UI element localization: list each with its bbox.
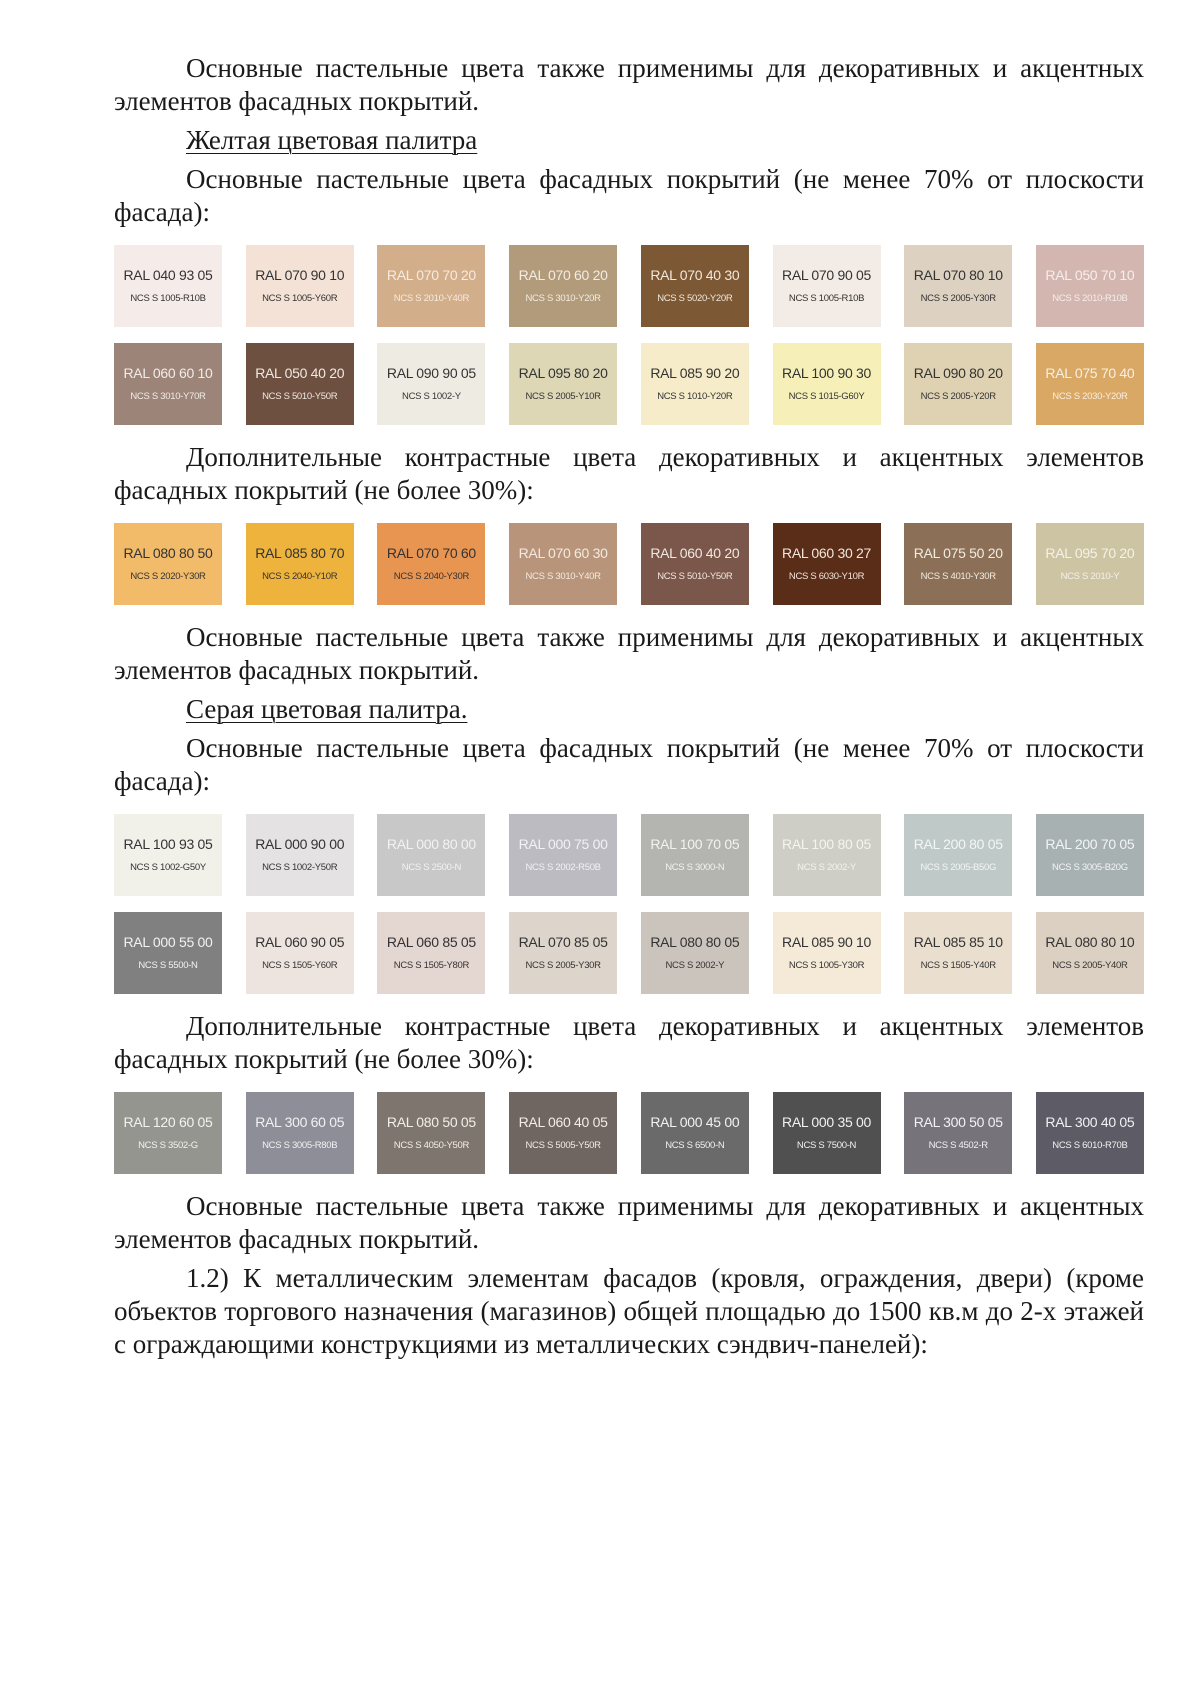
gray-accent-text: Дополнительные контрастные цвета декоративных и акцентных элементов фасадных покрытий (не более 30%): (114, 1011, 1144, 1074)
color-swatch (641, 912, 749, 994)
color-swatch (377, 912, 485, 994)
ral-code: RAL 200 80 05 (913, 836, 1003, 852)
ncs-code: NCS S 2010-R10B (1052, 293, 1128, 304)
ral-code: RAL 000 45 00 (650, 1114, 740, 1130)
ncs-code: NCS S 5020-Y20R (657, 293, 733, 304)
ral-code: RAL 060 40 20 (650, 545, 740, 561)
color-swatch (1036, 814, 1144, 896)
yellow-outro-paragraph: Основные пастельные цвета также применимы для декоративных и акцентных элементов фасадных покрытий. (114, 622, 1144, 685)
ncs-code: NCS S 1010-Y20R (657, 391, 733, 402)
color-swatch (246, 814, 354, 896)
ncs-code: NCS S 2040-Y30R (393, 571, 470, 582)
intro-paragraph: Основные пастельные цвета также применимы для декоративных и акцентных элементов фасадных покрытий. (114, 53, 1144, 116)
ncs-code: NCS S 1505-Y40R (920, 960, 996, 971)
color-swatch (641, 245, 749, 327)
ncs-code: NCS S 3005-R80B (262, 1140, 338, 1151)
ncs-code: NCS S 4502-R (928, 1140, 988, 1151)
color-swatch (114, 523, 222, 605)
ncs-code: NCS S 2002-Y (665, 960, 725, 971)
color-swatch (1036, 343, 1144, 425)
color-swatch (114, 814, 222, 896)
ral-code: RAL 095 80 20 (518, 365, 608, 381)
color-swatch (641, 814, 749, 896)
ncs-code: NCS S 2005-B50G (920, 862, 997, 873)
ncs-code: NCS S 5010-Y50R (657, 571, 733, 582)
ral-code: RAL 070 80 10 (913, 267, 1003, 283)
ncs-code: NCS S 3010-Y40R (525, 571, 601, 582)
ral-code: RAL 000 80 00 (386, 836, 476, 852)
color-swatch (509, 343, 617, 425)
ncs-code: NCS S 1002-Y50R (262, 862, 338, 873)
ral-code: RAL 070 85 05 (518, 934, 608, 950)
color-swatch (246, 343, 354, 425)
ral-code: RAL 200 70 05 (1045, 836, 1135, 852)
ral-code: RAL 100 93 05 (123, 836, 213, 852)
color-swatch (1036, 523, 1144, 605)
ral-code: RAL 070 60 20 (518, 267, 608, 283)
ral-code: RAL 095 70 20 (1045, 545, 1135, 561)
color-swatch (773, 912, 881, 994)
color-swatch (904, 245, 1012, 327)
color-swatch (1036, 245, 1144, 327)
color-swatch (114, 245, 222, 327)
ral-code: RAL 080 80 10 (1045, 934, 1135, 950)
color-swatch (509, 814, 617, 896)
ncs-code: NCS S 3010-Y70R (130, 391, 206, 402)
color-swatch (904, 1092, 1012, 1174)
ral-code: RAL 300 40 05 (1045, 1114, 1135, 1130)
ncs-code: NCS S 2020-Y30R (130, 571, 206, 582)
color-swatch (377, 245, 485, 327)
ral-code: RAL 100 70 05 (650, 836, 740, 852)
ncs-code: NCS S 2040-Y10R (262, 571, 338, 582)
ncs-code: NCS S 6010-R70B (1052, 1140, 1128, 1151)
color-swatch (773, 1092, 881, 1174)
ncs-code: NCS S 1005-Y30R (788, 960, 865, 971)
ncs-code: NCS S 7500-N (796, 1140, 857, 1151)
color-swatch (377, 343, 485, 425)
gray-outro-paragraph: Основные пастельные цвета также применимы для декоративных и акцентных элементов фасадных покрытий. (114, 1191, 1144, 1254)
ncs-code: NCS S 2002-R50B (525, 862, 601, 873)
ncs-code: NCS S 2005-Y30R (920, 293, 996, 304)
ral-code: RAL 060 85 05 (386, 934, 476, 950)
gray-main-text: Основные пастельные цвета фасадных покрытий (не менее 70% от плоскости фасада): (114, 733, 1144, 796)
gray-palette-heading: Серая цветовая палитра. (186, 694, 468, 724)
ral-code: RAL 000 90 00 (255, 836, 345, 852)
ncs-code: NCS S 1015-G60Y (788, 391, 865, 402)
ncs-code: NCS S 4050-Y50R (393, 1140, 470, 1151)
color-swatch (377, 1092, 485, 1174)
ral-code: RAL 000 55 00 (123, 934, 213, 950)
ral-code: RAL 070 70 60 (386, 545, 476, 561)
yellow-main-swatches (114, 245, 1144, 425)
ncs-code: NCS S 2002-Y (797, 862, 856, 873)
yellow-main-text: Основные пастельные цвета фасадных покрытий (не менее 70% от плоскости фасада): (114, 164, 1144, 227)
ral-code: RAL 300 50 05 (913, 1114, 1003, 1130)
ral-code: RAL 090 90 05 (386, 365, 476, 381)
ncs-code: NCS S 1505-Y80R (393, 960, 470, 971)
ncs-code: NCS S 2010-Y40R (393, 293, 470, 304)
color-swatch (904, 343, 1012, 425)
ral-code: RAL 060 30 27 (782, 545, 872, 561)
color-swatch (641, 1092, 749, 1174)
color-swatch (509, 1092, 617, 1174)
ral-code: RAL 070 70 20 (386, 267, 476, 283)
ncs-code: NCS S 1002-Y (402, 391, 461, 402)
ral-code: RAL 060 90 05 (255, 934, 345, 950)
color-swatch (509, 912, 617, 994)
ral-code: RAL 000 35 00 (782, 1114, 872, 1130)
ncs-code: NCS S 1005-R10B (788, 293, 865, 304)
ncs-code: NCS S 3005-B20G (1052, 862, 1128, 873)
ncs-code: NCS S 3502-G (138, 1140, 198, 1151)
gray-main-swatches (114, 814, 1144, 994)
swatch-row (114, 245, 1144, 327)
ral-code: RAL 085 90 20 (650, 365, 740, 381)
ral-code: RAL 060 40 05 (518, 1114, 608, 1130)
ncs-code: NCS S 2500-N (401, 862, 462, 873)
ncs-code: NCS S 4010-Y30R (920, 571, 996, 582)
ral-code: RAL 070 40 30 (650, 267, 740, 283)
ral-code: RAL 100 90 30 (782, 365, 872, 381)
ncs-code: NCS S 6030-Y10R (788, 571, 865, 582)
color-swatch (114, 343, 222, 425)
swatch-row (114, 814, 1144, 896)
ncs-code: NCS S 2005-Y30R (525, 960, 601, 971)
ral-code: RAL 070 90 10 (255, 267, 345, 283)
color-swatch (114, 912, 222, 994)
ncs-code: NCS S 2010-Y (1060, 571, 1120, 582)
color-swatch (246, 1092, 354, 1174)
ral-code: RAL 050 40 20 (255, 365, 345, 381)
color-swatch (246, 523, 354, 605)
ral-code: RAL 080 80 50 (123, 545, 213, 561)
ncs-code: NCS S 2005-Y40R (1052, 960, 1128, 971)
color-swatch (641, 523, 749, 605)
color-swatch (509, 245, 617, 327)
ncs-code: NCS S 3010-Y20R (525, 293, 601, 304)
ral-code: RAL 060 60 10 (123, 365, 213, 381)
ral-code: RAL 050 70 10 (1045, 267, 1135, 283)
yellow-accent-swatches (114, 523, 1144, 605)
ral-code: RAL 075 70 40 (1045, 365, 1135, 381)
ral-code: RAL 080 80 05 (650, 934, 740, 950)
color-swatch (1036, 1092, 1144, 1174)
color-swatch (1036, 912, 1144, 994)
swatch-row (114, 523, 1144, 605)
ral-code: RAL 085 80 70 (255, 545, 345, 561)
ncs-code: NCS S 3000-N (665, 862, 725, 873)
ral-code: RAL 075 50 20 (913, 545, 1003, 561)
color-swatch (509, 523, 617, 605)
yellow-accent-text: Дополнительные контрастные цвета декоративных и акцентных элементов фасадных покрытий (не более 30%): (114, 442, 1144, 505)
color-swatch (904, 814, 1012, 896)
ral-code: RAL 120 60 05 (123, 1114, 213, 1130)
ncs-code: NCS S 1005-Y60R (262, 293, 338, 304)
ncs-code: NCS S 5005-Y50R (525, 1140, 601, 1151)
color-swatch (377, 523, 485, 605)
ncs-code: NCS S 1005-R10B (130, 293, 206, 304)
color-swatch (773, 814, 881, 896)
ncs-code: NCS S 5010-Y50R (262, 391, 338, 402)
swatch-row (114, 1092, 1144, 1174)
ncs-code: NCS S 5500-N (138, 960, 198, 971)
swatch-row (114, 343, 1144, 425)
gray-accent-swatches (114, 1092, 1144, 1174)
ncs-code: NCS S 2005-Y20R (920, 391, 996, 402)
metal-elements-paragraph: 1.2) К металлическим элементам фасадов (кровля, ограждения, двери) (кроме объектов торгового назначения (магазинов) общей площадью до 1500 кв.м до 2-х этажей с ограждающими конструкциями из металлических сэндвич-панелей): (114, 1263, 1144, 1359)
swatch-row (114, 912, 1144, 994)
color-swatch (641, 343, 749, 425)
ral-code: RAL 000 75 00 (518, 836, 608, 852)
ral-code: RAL 300 60 05 (255, 1114, 345, 1130)
color-swatch (377, 814, 485, 896)
ral-code: RAL 100 80 05 (782, 836, 872, 852)
ral-code: RAL 085 85 10 (913, 934, 1003, 950)
document-page (114, 52, 1144, 1361)
color-swatch (904, 912, 1012, 994)
ral-code: RAL 090 80 20 (913, 365, 1003, 381)
ncs-code: NCS S 2030-Y20R (1052, 391, 1128, 402)
ral-code: RAL 040 93 05 (123, 267, 213, 283)
color-swatch (114, 1092, 222, 1174)
color-swatch (773, 343, 881, 425)
ncs-code: NCS S 1002-G50Y (130, 862, 206, 873)
color-swatch (773, 523, 881, 605)
ncs-code: NCS S 1505-Y60R (262, 960, 338, 971)
ral-code: RAL 085 90 10 (782, 934, 872, 950)
ncs-code: NCS S 2005-Y10R (525, 391, 601, 402)
ral-code: RAL 070 60 30 (518, 545, 608, 561)
color-swatch (246, 245, 354, 327)
ral-code: RAL 080 50 05 (386, 1114, 476, 1130)
color-swatch (904, 523, 1012, 605)
color-swatch (773, 245, 881, 327)
ncs-code: NCS S 6500-N (665, 1140, 725, 1151)
ral-code: RAL 070 90 05 (782, 267, 872, 283)
yellow-palette-heading: Желтая цветовая палитра (186, 125, 478, 155)
color-swatch (246, 912, 354, 994)
